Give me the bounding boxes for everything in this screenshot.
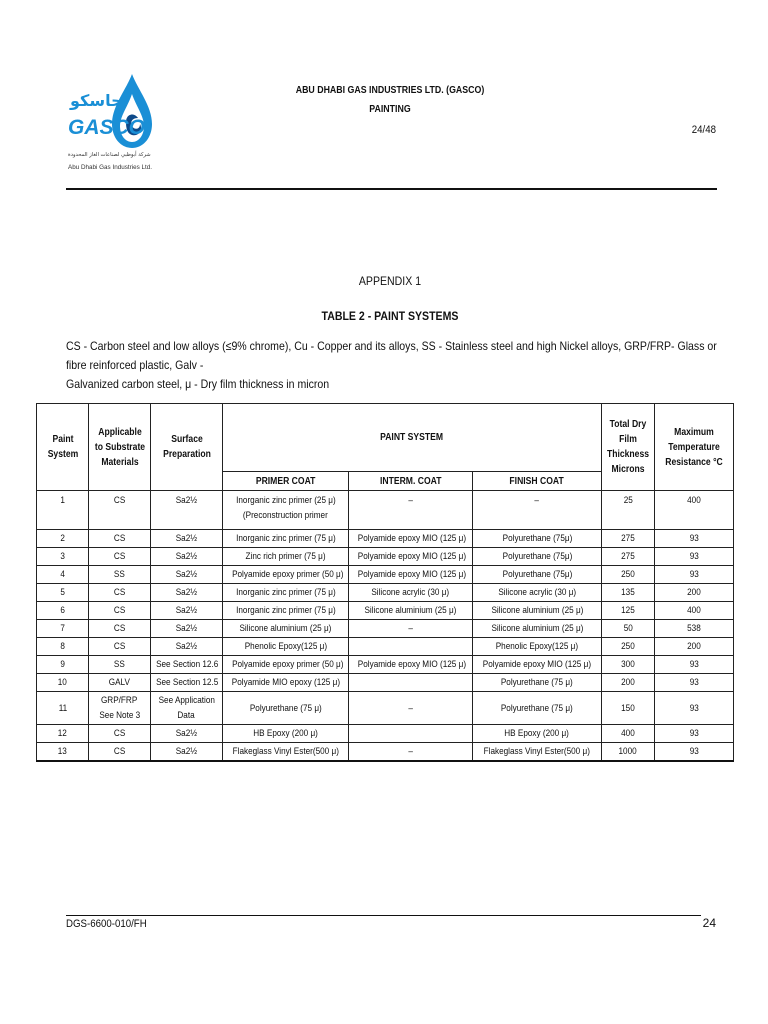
header-total-dft: Total Dry Film Thickness Microns — [602, 404, 655, 491]
cell-finish: – — [473, 491, 602, 530]
cell-dft: 275 — [602, 548, 655, 566]
cell-interm — [349, 638, 473, 656]
cell-primer: Polyamide MIO epoxy (125 μ) — [223, 674, 349, 692]
gasco-logo-mark — [66, 72, 158, 176]
cell-primer: Inorganic zinc primer (25 μ) (Preconstruction primer — [223, 491, 349, 530]
cell-material: CS — [89, 584, 151, 602]
cell-primer: Flakeglass Vinyl Ester(500 μ) — [223, 743, 349, 762]
cell-system: 9 — [37, 656, 89, 674]
cell-system: 11 — [37, 692, 89, 725]
table-row — [37, 620, 734, 638]
footer-rule — [66, 915, 701, 916]
cell-finish: Silicone aluminium (25 μ) — [473, 620, 602, 638]
cell-surface: Sa2½ — [151, 725, 223, 743]
cell-dft: 50 — [602, 620, 655, 638]
cell-primer: Phenolic Epoxy(125 μ) — [223, 638, 349, 656]
cell-surface: See Application Data — [151, 692, 223, 725]
cell-dft: 1000 — [602, 743, 655, 762]
cell-dft: 25 — [602, 491, 655, 530]
gasco-logo — [66, 72, 158, 176]
cell-finish: Silicone aluminium (25 μ) — [473, 602, 602, 620]
cell-primer: HB Epoxy (200 μ) — [223, 725, 349, 743]
cell-interm: Polyamide epoxy MIO (125 μ) — [349, 530, 473, 548]
cell-material: CS — [89, 638, 151, 656]
table-row — [37, 602, 734, 620]
cell-finish: Polyurethane (75μ) — [473, 566, 602, 584]
cell-dft: 275 — [602, 530, 655, 548]
header-primer-coat: PRIMER COAT — [223, 472, 349, 491]
cell-dft: 200 — [602, 674, 655, 692]
cell-temp: 400 — [655, 602, 734, 620]
cell-dft: 400 — [602, 725, 655, 743]
table-row — [37, 674, 734, 692]
header-surface-preparation: Surface Preparation — [151, 404, 223, 491]
cell-primer: Inorganic zinc primer (75 μ) — [223, 530, 349, 548]
cell-material: SS — [89, 566, 151, 584]
cell-primer: Polyamide epoxy primer (50 μ) — [223, 656, 349, 674]
cell-temp: 200 — [655, 584, 734, 602]
surface-note: Data — [177, 710, 196, 721]
cell-interm: – — [349, 743, 473, 762]
cell-material: GALV — [89, 674, 151, 692]
cell-dft: 150 — [602, 692, 655, 725]
cell-system: 5 — [37, 584, 89, 602]
cell-system: 6 — [37, 602, 89, 620]
cell-surface: Sa2½ — [151, 638, 223, 656]
cell-surface: Sa2½ — [151, 602, 223, 620]
cell-material: GRP/FRP See Note 3 — [89, 692, 151, 725]
cell-interm: – — [349, 620, 473, 638]
table-row — [37, 692, 734, 725]
cell-surface: Sa2½ — [151, 566, 223, 584]
header-interm-coat: INTERM. COAT — [349, 472, 473, 491]
header-max-temperature: Maximum Temperature Resistance °C — [655, 404, 734, 491]
cell-material: CS — [89, 725, 151, 743]
cell-surface: Sa2½ — [151, 491, 223, 530]
legend-line-2: Galvanized carbon steel, μ - Dry film thickness in micron — [66, 377, 330, 391]
cell-finish: Polyurethane (75 μ) — [473, 692, 602, 725]
cell-finish: Polyurethane (75 μ) — [473, 674, 602, 692]
cell-interm: Polyamide epoxy MIO (125 μ) — [349, 548, 473, 566]
footer-page-number: 24 — [702, 916, 716, 930]
cell-interm: Polyamide epoxy MIO (125 μ) — [349, 566, 473, 584]
table-row — [37, 638, 734, 656]
cell-system: 1 — [37, 491, 89, 530]
cell-interm: Silicone aluminium (25 μ) — [349, 602, 473, 620]
cell-primer: Polyamide epoxy primer (50 μ) — [223, 566, 349, 584]
header-paint-system-group: PAINT SYSTEM — [223, 404, 602, 472]
table-row — [37, 584, 734, 602]
cell-primer: Polyurethane (75 μ) — [223, 692, 349, 725]
cell-system: 7 — [37, 620, 89, 638]
cell-surface: Sa2½ — [151, 548, 223, 566]
table-title: TABLE 2 - PAINT SYSTEMS — [321, 309, 459, 323]
cell-temp: 93 — [655, 566, 734, 584]
cell-primer: Silicone aluminium (25 μ) — [223, 620, 349, 638]
cell-temp: 93 — [655, 656, 734, 674]
table-row — [37, 566, 734, 584]
cell-dft: 135 — [602, 584, 655, 602]
table-row — [37, 530, 734, 548]
cell-surface: Sa2½ — [151, 743, 223, 762]
cell-finish: HB Epoxy (200 μ) — [473, 725, 602, 743]
cell-surface: Sa2½ — [151, 530, 223, 548]
cell-surface: Sa2½ — [151, 620, 223, 638]
cell-material: CS — [89, 530, 151, 548]
logo-subtitle: Abu Dhabi Gas Industries Ltd. — [68, 164, 153, 171]
cell-system: 10 — [37, 674, 89, 692]
paint-systems-table — [36, 403, 734, 762]
appendix-title: APPENDIX 1 — [358, 274, 422, 288]
cell-temp: 93 — [655, 743, 734, 762]
cell-material: CS — [89, 548, 151, 566]
cell-temp: 93 — [655, 674, 734, 692]
legend-line-1: CS - Carbon steel and low alloys (≤9% chrome), Cu - Copper and its alloys, SS - Stainless steel and high Nickel alloys, GRP/FRP- Glass or fibre reinforced plastic, Galv - — [66, 339, 717, 372]
header-paint-system: Paint System — [37, 404, 89, 491]
cell-primer: Zinc rich primer (75 μ) — [223, 548, 349, 566]
cell-system: 4 — [37, 566, 89, 584]
logo-arabic-subtitle: شركة أبوظبي لصناعات الغاز المحدودة — [68, 152, 151, 158]
cell-dft: 300 — [602, 656, 655, 674]
cell-system: 12 — [37, 725, 89, 743]
cell-temp: 93 — [655, 530, 734, 548]
cell-surface: See Section 12.5 — [151, 674, 223, 692]
cell-finish: Flakeglass Vinyl Ester(500 μ) — [473, 743, 602, 762]
page-number: 24/48 — [691, 124, 716, 136]
cell-material: CS — [89, 602, 151, 620]
cell-temp: 93 — [655, 725, 734, 743]
cell-material: SS — [89, 656, 151, 674]
cell-temp: 200 — [655, 638, 734, 656]
header-applicable-materials: Applicable to Substrate Materials — [89, 404, 151, 491]
table-row — [37, 725, 734, 743]
cell-temp: 400 — [655, 491, 734, 530]
cell-finish: Polyamide epoxy MIO (125 μ) — [473, 656, 602, 674]
cell-primer: Inorganic zinc primer (75 μ) — [223, 584, 349, 602]
cell-system: 13 — [37, 743, 89, 762]
cell-temp: 93 — [655, 692, 734, 725]
table-row — [37, 656, 734, 674]
cell-surface: See Section 12.6 — [151, 656, 223, 674]
table-row — [37, 491, 734, 530]
cell-surface: Sa2½ — [151, 584, 223, 602]
table-row — [37, 548, 734, 566]
cell-interm: Polyamide epoxy MIO (125 μ) — [349, 656, 473, 674]
cell-interm: – — [349, 692, 473, 725]
primer-note: (Preconstruction primer — [243, 510, 328, 521]
cell-interm: Silicone acrylic (30 μ) — [349, 584, 473, 602]
cell-interm: – — [349, 491, 473, 530]
cell-finish: Silicone acrylic (30 μ) — [473, 584, 602, 602]
document-code: DGS-6600-010/FH — [66, 918, 147, 930]
cell-dft: 250 — [602, 638, 655, 656]
cell-system: 2 — [37, 530, 89, 548]
cell-temp: 538 — [655, 620, 734, 638]
cell-temp: 93 — [655, 548, 734, 566]
cell-dft: 250 — [602, 566, 655, 584]
abbreviation-legend — [66, 337, 717, 394]
table-row — [37, 743, 734, 762]
company-name: ABU DHABI GAS INDUSTRIES LTD. (GASCO) — [295, 85, 485, 96]
material-note: See Note 3 — [99, 710, 140, 721]
logo-text: GASCO — [68, 116, 146, 139]
cell-material: CS — [89, 743, 151, 762]
cell-system: 8 — [37, 638, 89, 656]
cell-primer: Inorganic zinc primer (75 μ) — [223, 602, 349, 620]
cell-finish: Polyurethane (75μ) — [473, 548, 602, 566]
cell-system: 3 — [37, 548, 89, 566]
cell-material: CS — [89, 491, 151, 530]
cell-finish: Polyurethane (75μ) — [473, 530, 602, 548]
logo-arabic-text: جاسكو — [70, 91, 123, 110]
header-finish-coat: FINISH COAT — [473, 472, 602, 491]
cell-material: CS — [89, 620, 151, 638]
cell-interm — [349, 674, 473, 692]
cell-interm — [349, 725, 473, 743]
cell-finish: Phenolic Epoxy(125 μ) — [473, 638, 602, 656]
cell-dft: 125 — [602, 602, 655, 620]
header-rule — [66, 188, 717, 190]
department-title: PAINTING — [369, 104, 411, 115]
